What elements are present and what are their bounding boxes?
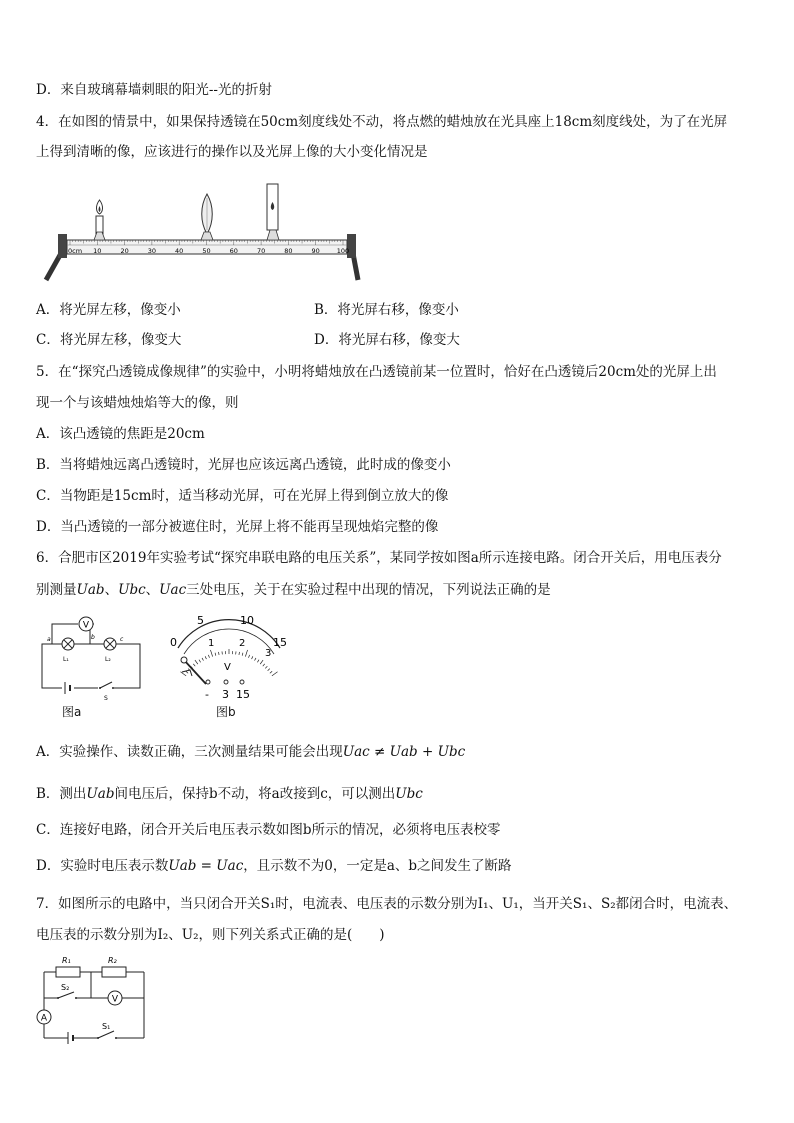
dial-tick [215, 653, 216, 656]
q6-stem-line2: 别测量Uab、Ubc、Uac三处电压，关于在实验过程中出现的情况，下列说法正确的是 [36, 582, 551, 598]
switch-s1-icon [98, 1031, 114, 1038]
q7-stem-line2: 电压表的示数分别为I₂、U₂，则下列关系式正确的是( ) [36, 927, 385, 943]
r2-label: R₂ [108, 956, 117, 965]
circuit-a-loop [42, 644, 140, 688]
q6-option-d: D．实验时电压表示数Uab = Uac，且示数不为0，一定是a、b之间发生了断路 [36, 858, 512, 874]
bench-tick-label: 50 [202, 247, 211, 255]
bench-tick-label: 20 [120, 247, 129, 255]
bench-tick-label: 90 [311, 247, 320, 255]
dial-tick [205, 656, 206, 659]
dial-tick [268, 669, 270, 671]
bulb-l2-icon [104, 638, 116, 650]
dial-label-0: 0 [170, 636, 177, 649]
q4-stem-line2: 上得到清晰的像，应该进行的操作以及光屏上像的大小变化情况是 [36, 144, 428, 160]
point-b-label: b [91, 634, 95, 641]
bench-tick-label: 70 [256, 247, 266, 255]
bulb-l1-icon [62, 638, 74, 650]
q4-option-a: A．将光屏左移，像变小 [36, 302, 181, 318]
convex-lens [201, 194, 213, 240]
dial-tick [210, 650, 212, 657]
q7-voltmeter-label: V [111, 994, 119, 1005]
point-c-label: c [120, 636, 124, 643]
dial-tick [195, 660, 198, 664]
bench-left-end [58, 234, 67, 258]
q4-option-c: C．将光屏左移，像变大 [36, 332, 182, 348]
dial-tick [252, 656, 253, 659]
dial-outer-arc [178, 620, 280, 648]
voltmeter-label: V [82, 620, 90, 631]
s1-label: S₁ [102, 1022, 111, 1031]
bench-tick-label: 80 [284, 247, 293, 255]
q3-option-d: D．来自玻璃幕墙刺眼的阳光--光的折射 [36, 82, 272, 98]
q4-stem-line1: 4．在如图的情景中，如果保持透镜在50cm刻度线处不动，将点燃的蜡烛放在光具座上18cm刻度线处，为了在光屏 [36, 114, 728, 130]
q4-option-d: D．将光屏右移，像变大 [314, 332, 460, 348]
dial-unit-label: V [224, 662, 231, 673]
dial-inner-label-1: 1 [208, 638, 215, 649]
ammeter-label: A [40, 1013, 48, 1024]
q5-option-c: C．当物距是15cm时，适当移动光屏，可在光屏上得到倒立放大的像 [36, 488, 449, 504]
circuit-figure-q7 [34, 952, 154, 1048]
dial-tick [186, 671, 188, 673]
q5-option-d: D．当凸透镜的一部分被遮住时，光屏上将不能再呈现烛焰完整的像 [36, 519, 439, 535]
dial-tick [249, 655, 250, 658]
resistor-r1 [56, 967, 80, 977]
switch-label: S [104, 695, 108, 702]
bench-tick-label: 0cm [68, 247, 83, 255]
dial-label-10: 10 [240, 614, 254, 627]
q5-stem-line2: 现一个与该蜡烛烛焰等大的像，则 [36, 395, 239, 411]
dial-tick [193, 664, 195, 666]
fig-b-caption: 图b [216, 705, 236, 719]
terminal-minus-label: - [205, 688, 209, 701]
circuit-figure-a [38, 612, 148, 702]
l2-label: L₂ [105, 656, 111, 663]
terminal-15-label: 15 [236, 688, 250, 701]
dial-tick [263, 664, 265, 666]
dial-tick [242, 653, 243, 656]
resistor-r2 [102, 967, 126, 977]
dial-inner-label-2: 2 [239, 638, 246, 649]
bench-tick-label: 60 [229, 247, 238, 255]
dial-inner-label-3: 3 [265, 648, 272, 659]
q4-option-b: B．将光屏右移，像变小 [314, 302, 459, 318]
q6-option-b: B．测出Uab间电压后，保持b不动，将a改接到c，可以测出Ubc [36, 786, 423, 802]
dial-tick [270, 671, 272, 673]
terminal-3-label: 3 [222, 688, 229, 701]
q6-stem-line1: 6．合肥市区2019年实验考试“探究串联电路的电压关系”，某同学按如图a所示连接电路。闭合开关后，用电压表分 [36, 550, 722, 566]
dial-tick [208, 655, 209, 658]
dial-tick [202, 658, 203, 661]
dial-label-15: 15 [273, 636, 287, 649]
dial-tick [257, 660, 259, 663]
q6-option-a: A．实验操作、读数正确，三次测量结果可能会出现Uac ≠ Uab + Ubc [36, 744, 466, 760]
bench-tick-label: 100 [336, 247, 350, 255]
switch-s2-icon [58, 992, 74, 998]
dial-tick [272, 672, 278, 676]
bench-tick-label: 30 [147, 247, 157, 255]
dial-tick [180, 672, 186, 676]
light-screen [267, 184, 279, 240]
fig-a-caption: 图a [62, 705, 82, 719]
dial-tick [245, 650, 247, 657]
q5-option-a: A．该凸透镜的焦距是20cm [36, 426, 205, 442]
point-a-label: a [47, 636, 51, 643]
dial-tick [239, 652, 240, 655]
s2-label: S₂ [61, 983, 70, 992]
l1-label: L₁ [63, 656, 69, 663]
dial-tick [260, 660, 263, 664]
r1-label: R₁ [62, 956, 71, 965]
dial-tick [219, 652, 220, 655]
optical-bench-figure [40, 182, 360, 284]
dial-needle [184, 660, 206, 684]
candle [94, 200, 105, 240]
q7-stem-line1: 7．如图所示的电路中，当只闭合开关S₁时，电流表、电压表的示数分别为I₁、U₁，当开关S₁、S₂都闭合时，电流表、 [36, 896, 738, 912]
dial-label-5: 5 [197, 614, 204, 627]
voltmeter-dial-figure-b [164, 612, 294, 702]
q5-option-b: B．当将蜡烛远离凸透镜时，光屏也应该远离凸透镜，此时成的像变小 [36, 457, 451, 473]
bench-tick-label: 40 [175, 247, 184, 255]
bench-tick-label: 10 [93, 247, 102, 255]
dial-tick [199, 660, 201, 663]
dial-tick [255, 658, 256, 661]
q6-option-c: C．连接好电路，闭合开关后电压表示数如图b所示的情况，必须将电压表校零 [36, 822, 501, 838]
dial-tick [265, 666, 267, 668]
q5-stem-line1: 5．在“探究凸透镜成像规律”的实验中，小明将蜡烛放在凸透镜前某一位置时，恰好在凸透镜后20cm处的光屏上出 [36, 364, 717, 380]
